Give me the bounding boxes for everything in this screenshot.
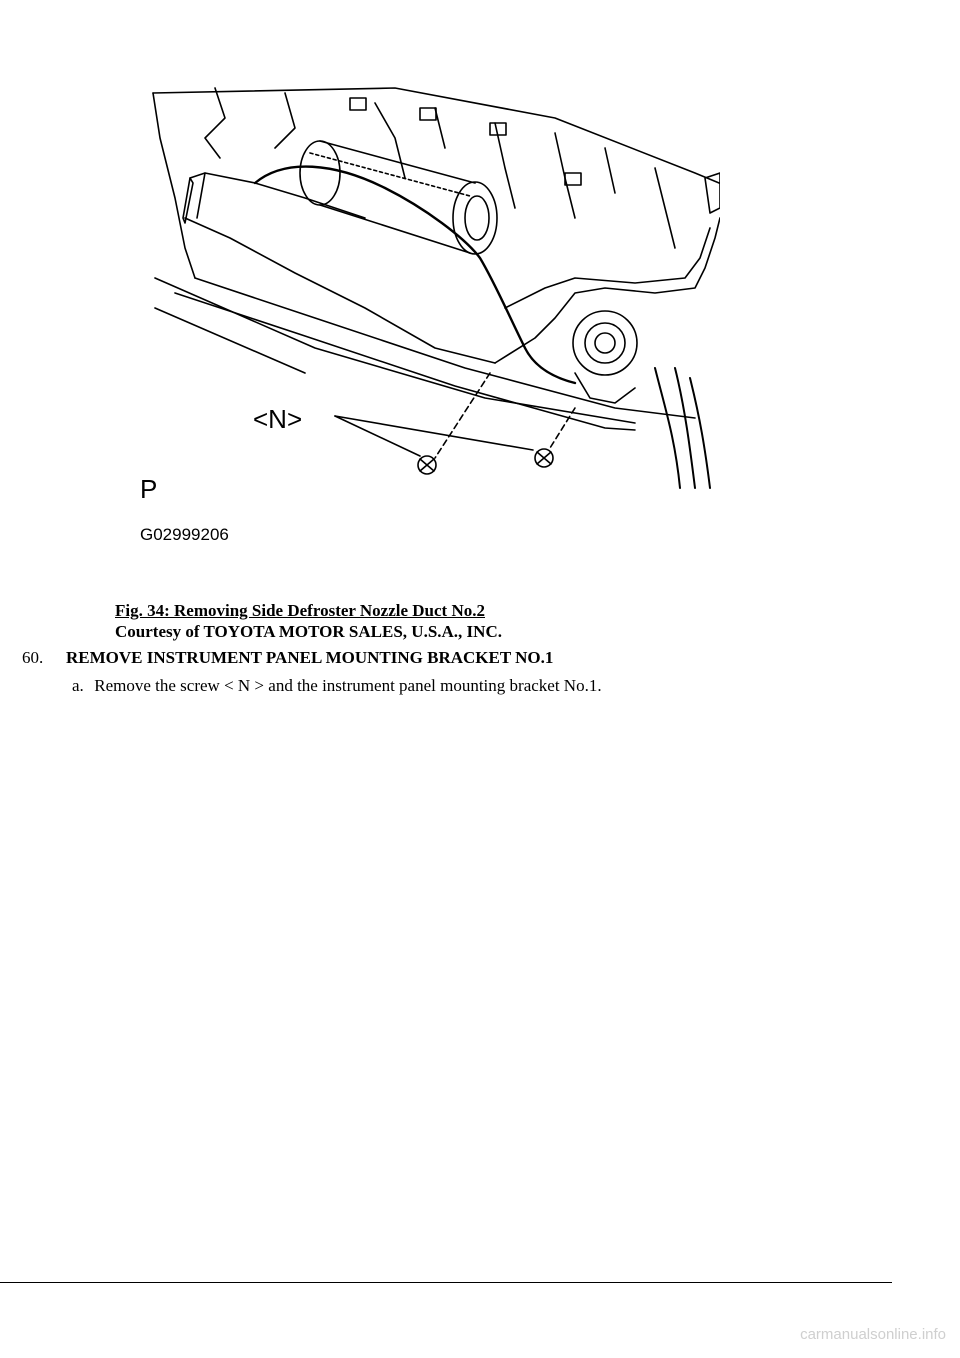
panel-lower-edge (195, 278, 695, 418)
side-defroster-nozzle (573, 311, 637, 375)
callout-arrow-2 (335, 416, 533, 450)
graphic-code: G02999206 (140, 525, 229, 544)
screw-2 (535, 449, 553, 467)
duct-right-upper (495, 218, 720, 363)
procedure-substep (72, 675, 602, 696)
technical-illustration (135, 78, 720, 548)
step-heading: REMOVE INSTRUMENT PANEL MOUNTING BRACKET NO.1 (66, 648, 554, 667)
callout-arrow-1 (335, 416, 420, 456)
callout-label: <N> (253, 404, 303, 434)
step-number: 60. (22, 648, 44, 667)
figure-caption-title: Fig. 34: Removing Side Defroster Nozzle Duct No.2 (115, 601, 485, 620)
duct-diagram-svg (135, 78, 720, 548)
figure-caption-credit: Courtesy of TOYOTA MOTOR SALES, U.S.A., INC. (115, 622, 502, 641)
panel-top-edge (153, 88, 720, 198)
screw-1 (418, 456, 436, 474)
figure-caption (115, 600, 502, 642)
footer-watermark: carmanualsonline.info (800, 1326, 946, 1343)
substep-text: Remove the screw < N > and the instrument panel mounting bracket No.1. (94, 676, 602, 695)
procedure-step (22, 647, 553, 668)
view-label: P (140, 474, 158, 504)
panel-lower-edge-2 (175, 293, 635, 430)
substep-letter: a. (72, 676, 84, 695)
page-footer-rule (0, 1282, 892, 1283)
